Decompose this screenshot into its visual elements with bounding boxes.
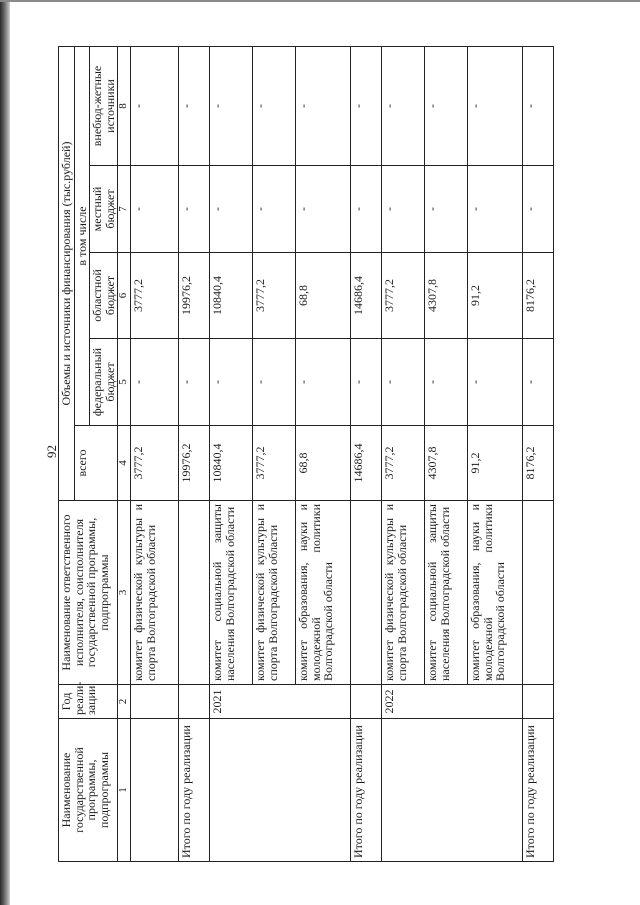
total-cell: 8176,2 <box>522 426 553 501</box>
program-cell <box>130 719 178 862</box>
year-cell <box>178 685 209 719</box>
regional-cell: 19976,2 <box>178 253 209 339</box>
regional-cell: 8176,2 <box>522 253 553 339</box>
federal-cell: - <box>522 339 553 426</box>
extra-cell: - <box>467 46 522 165</box>
table-row <box>381 46 424 861</box>
year-total-label: Итого по году реализации <box>522 719 553 862</box>
executor-cell: комитет физической культуры и спорта Волгоградской области <box>252 501 295 685</box>
federal-cell: - <box>350 339 381 426</box>
total-cell: 19976,2 <box>178 426 209 501</box>
executor-cell: комитет образования, науки и молодежной политики Волгоградской области <box>295 501 350 685</box>
local-cell: - <box>350 166 381 253</box>
table-row <box>209 46 252 861</box>
page-number: 92 <box>44 445 59 458</box>
table-row <box>130 46 178 861</box>
local-cell: - <box>424 166 467 253</box>
total-cell: 4307,8 <box>424 426 467 501</box>
regional-cell: 91,2 <box>467 253 522 339</box>
header-regional: областной бюджет <box>90 253 118 339</box>
header-year: Год реали-зации <box>59 685 118 719</box>
column-numbers-row <box>118 46 131 861</box>
rotated-page-content <box>58 47 623 862</box>
year-total-row <box>522 46 553 861</box>
local-cell: - <box>467 166 522 253</box>
header-row <box>59 46 75 861</box>
total-cell: 14686,4 <box>350 426 381 501</box>
federal-cell: - <box>130 339 178 426</box>
executor-cell <box>178 501 209 685</box>
executor-cell: комитет физической культуры и спорта Волгоградской области <box>130 501 178 685</box>
total-cell: 3777,2 <box>130 426 178 501</box>
federal-cell: - <box>295 339 350 426</box>
executor-cell: комитет социальной защиты населения Волгоградской области <box>209 501 252 685</box>
financing-table <box>58 46 554 862</box>
extra-cell: - <box>424 46 467 165</box>
federal-cell: - <box>209 339 252 426</box>
regional-cell: 3777,2 <box>381 253 424 339</box>
program-cell <box>209 719 350 862</box>
extra-cell: - <box>252 46 295 165</box>
local-cell: - <box>522 166 553 253</box>
header-including: в том числе <box>74 46 90 425</box>
column-number: 8 <box>118 46 131 165</box>
regional-cell: 10840,4 <box>209 253 252 339</box>
executor-cell: комитет социальной защиты населения Волгоградской области <box>424 501 467 685</box>
year-total-row <box>350 46 381 861</box>
total-cell: 3777,2 <box>252 426 295 501</box>
executor-cell <box>350 501 381 685</box>
regional-cell: 68,8 <box>295 253 350 339</box>
total-cell: 68,8 <box>295 426 350 501</box>
local-cell: - <box>178 166 209 253</box>
column-number: 4 <box>118 426 131 501</box>
year-total-label: Итого по году реализации <box>350 719 381 862</box>
total-cell: 10840,4 <box>209 426 252 501</box>
header-local: местный бюджет <box>90 166 118 253</box>
header-total: всего <box>74 426 118 501</box>
extra-cell: - <box>130 46 178 165</box>
local-cell: - <box>381 166 424 253</box>
executor-cell <box>522 501 553 685</box>
year-cell <box>130 685 178 719</box>
scan-top-line <box>0 0 640 2</box>
federal-cell: - <box>178 339 209 426</box>
federal-cell: - <box>467 339 522 426</box>
header-federal: федеральный бюджет <box>90 339 118 426</box>
year-total-row <box>178 46 209 861</box>
executor-cell: комитет физической культуры и спорта Волгоградской области <box>381 501 424 685</box>
header-funding-group: Объемы и источники финансирования (тыс.рублей) <box>59 46 75 500</box>
local-cell: - <box>295 166 350 253</box>
federal-cell: - <box>252 339 295 426</box>
header-executor: Наименование ответственного исполнителя, соисполнителя государственной программы, подпрограммы <box>59 501 118 685</box>
local-cell: - <box>209 166 252 253</box>
year-total-label: Итого по году реализации <box>178 719 209 862</box>
header-program-name: Наименование государственной программы, подпрограммы <box>59 719 118 862</box>
scan-edge-shadow <box>0 0 10 905</box>
regional-cell: 3777,2 <box>252 253 295 339</box>
column-number: 7 <box>118 166 131 253</box>
year-cell: 2021 <box>209 685 350 719</box>
local-cell: - <box>130 166 178 253</box>
regional-cell: 3777,2 <box>130 253 178 339</box>
total-cell: 3777,2 <box>381 426 424 501</box>
total-cell: 91,2 <box>467 426 522 501</box>
year-cell <box>522 685 553 719</box>
column-number: 2 <box>118 685 131 719</box>
extra-cell: - <box>522 46 553 165</box>
executor-cell: комитет образования, науки и молодежной политики Волгоградской области <box>467 501 522 685</box>
column-number: 5 <box>118 339 131 426</box>
regional-cell: 4307,8 <box>424 253 467 339</box>
local-cell: - <box>252 166 295 253</box>
extra-cell: - <box>295 46 350 165</box>
regional-cell: 14686,4 <box>350 253 381 339</box>
extra-cell: - <box>209 46 252 165</box>
extra-cell: - <box>381 46 424 165</box>
year-cell <box>350 685 381 719</box>
extra-cell: - <box>178 46 209 165</box>
federal-cell: - <box>381 339 424 426</box>
column-number: 1 <box>118 719 131 862</box>
program-cell <box>381 719 522 862</box>
column-number: 6 <box>118 253 131 339</box>
extra-cell: - <box>350 46 381 165</box>
federal-cell: - <box>424 339 467 426</box>
column-number: 3 <box>118 501 131 685</box>
year-cell: 2022 <box>381 685 522 719</box>
header-extra: внебюд-жетные источники <box>90 46 118 165</box>
